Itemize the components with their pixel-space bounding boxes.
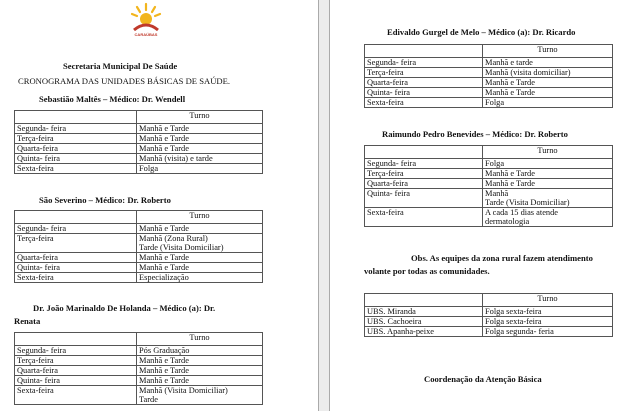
unit-heading-cont: Renata	[14, 316, 41, 326]
obs-note: Obs. As equipes da zona rural fazem atendimento	[411, 253, 593, 263]
schedule-table	[14, 210, 263, 283]
table-row: Terça-feira Manhã e Tarde	[15, 356, 263, 366]
table-row: Quarta-feira Manhã e Tarde	[365, 78, 613, 88]
turno-header: Turno	[483, 294, 613, 307]
org-title: Secretaria Municipal De Saúde	[63, 61, 178, 71]
table-row: Terça-feira Manhã (Zona Rural) Tarde (Visita Domiciliar)	[15, 234, 263, 253]
table-row: Sexta-feira Folga	[15, 164, 263, 174]
turno-header: Turno	[137, 333, 263, 346]
schedule-table	[364, 44, 613, 108]
table-row: UBS. Miranda Folga sexta-feira	[365, 307, 613, 317]
table-row: Sexta-feira Manhã (Visita Domiciliar) Tarde	[15, 386, 263, 405]
unit-heading: Sebastião Maltês – Médico: Dr. Wendell	[39, 94, 186, 104]
table-row: Quarta-feira Manhã e Tarde	[365, 179, 613, 189]
obs-note-cont: volante por todas as comunidades.	[364, 266, 490, 276]
turno-header: Turno	[137, 111, 263, 124]
table-row: Segunda- feira Manhã e Tarde	[15, 124, 263, 134]
unit-heading: Dr. João Marinaldo De Holanda – Médico (a): Dr.	[33, 303, 216, 313]
table-row: Segunda- feira Manhã e tarde	[365, 58, 613, 68]
table-row: Quarta-feira Manhã e Tarde	[15, 144, 263, 154]
municipal-logo	[126, 0, 166, 46]
turno-header: Turno	[483, 45, 613, 58]
table-row: Sexta-feira Folga	[365, 98, 613, 108]
table-row: Sexta-feira A cada 15 dias atende dermatologia	[365, 208, 613, 227]
table-row: UBS. Apanha-peixe Folga segunda- feria	[365, 327, 613, 337]
turno-header: Turno	[483, 146, 613, 159]
table-row: Terça-feira Manhã e Tarde	[15, 134, 263, 144]
table-row: Quinta- feira Manhã (visita) e tarde	[15, 154, 263, 164]
schedule-table	[364, 293, 613, 337]
unit-heading: São Severino – Médico: Dr. Roberto	[39, 195, 171, 205]
table-row: Segunda- feira Pós Graduação	[15, 346, 263, 356]
turno-header: Turno	[137, 211, 263, 224]
table-row: Quarta-feira Manhã e Tarde	[15, 253, 263, 263]
logo-text: CARAÚBAS	[134, 32, 158, 37]
schedule-table	[14, 332, 263, 405]
table-row: Segunda- feira Manhã e Tarde	[15, 224, 263, 234]
table-row: Quinta- feira Manhã e Tarde	[365, 88, 613, 98]
schedule-table	[14, 110, 263, 174]
unit-heading: Edivaldo Gurgel de Melo – Médico (a): Dr. Ricardo	[387, 27, 576, 37]
footer-signature: Coordenação da Atenção Básica	[424, 374, 542, 384]
table-row: Quarta-feira Manhã e Tarde	[15, 366, 263, 376]
document-page-right	[329, 0, 640, 411]
table-row: Quinta- feira Manhã e Tarde	[15, 376, 263, 386]
doc-title: CRONOGRAMA DAS UNIDADES BÁSICAS DE SAÚDE.	[18, 76, 231, 86]
unit-heading: Raimundo Pedro Benevides – Médico: Dr. Roberto	[382, 129, 568, 139]
schedule-table	[364, 145, 613, 227]
table-row: UBS. Cachoeira Folga sexta-feira	[365, 317, 613, 327]
table-row: Quinta- feira Manhã e Tarde	[15, 263, 263, 273]
sun-logo-icon	[126, 0, 166, 34]
table-row: Terça-feira Manhã (visita domiciliar)	[365, 68, 613, 78]
table-row: Sexta-feira Especialização	[15, 273, 263, 283]
table-row: Segunda- feira Folga	[365, 159, 613, 169]
table-row: Quinta- feira Manhã Tarde (Visita Domiciliar)	[365, 189, 613, 208]
table-row: Terça-feira Manhã e Tarde	[365, 169, 613, 179]
document-page-left	[0, 0, 319, 411]
